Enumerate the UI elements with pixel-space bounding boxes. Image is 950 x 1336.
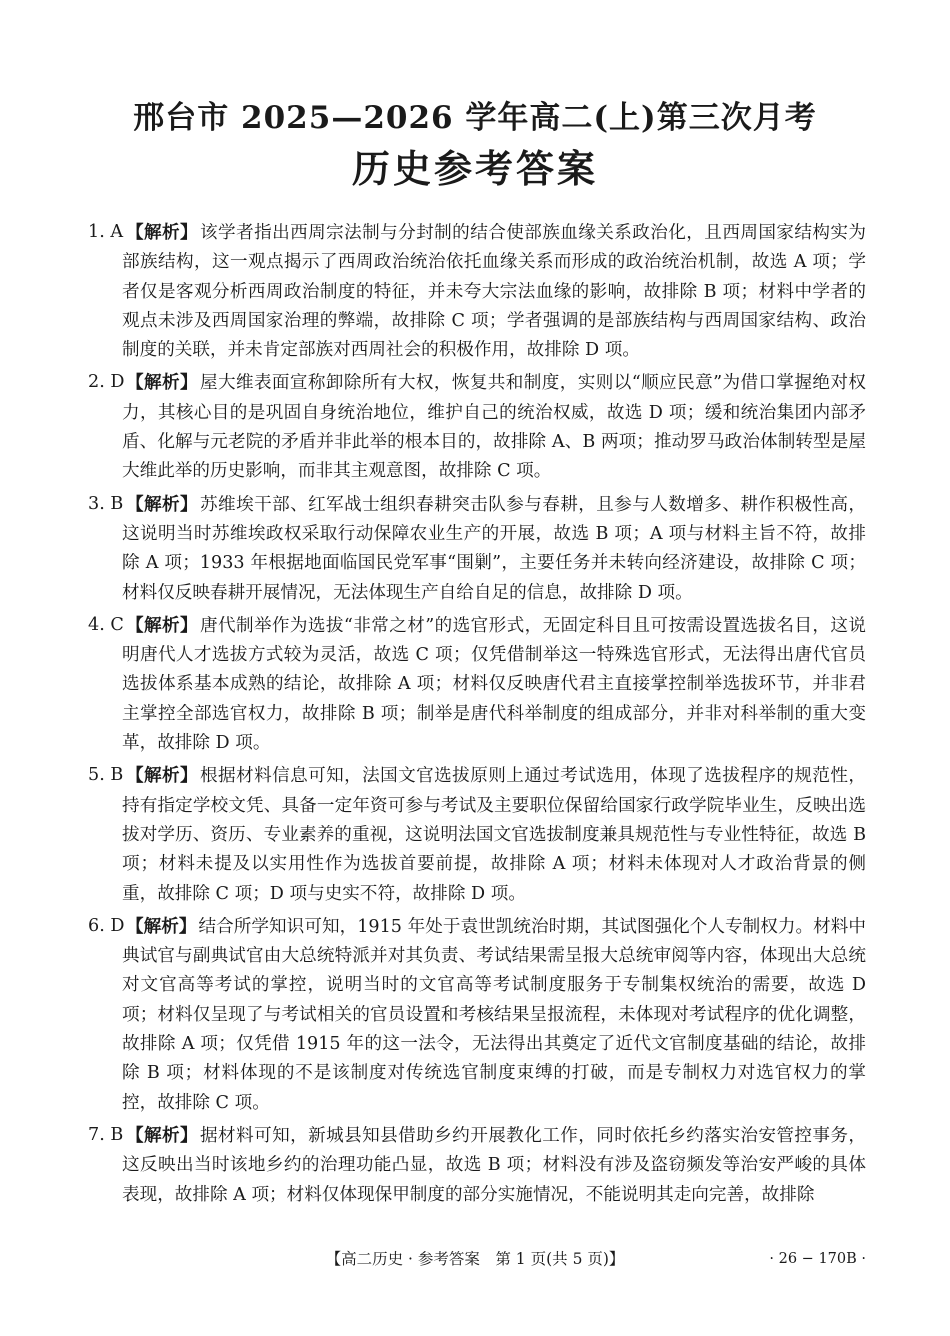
answer-item [88, 912, 866, 1118]
page-footer-info: 【高二历史 · 参考答案 第 1 页(共 5 页)】 [325, 1250, 625, 1268]
answer-item [88, 218, 866, 365]
answer-item [88, 1121, 866, 1210]
answer-number: 3. B [88, 493, 124, 514]
analysis-tag: 【解析】 [126, 1124, 199, 1146]
answer-text: 根据材料信息可知，法国文官选拔原则上通过考试选用，体现了选拔程序的规范性，持有指定学校文凭、具备一定年资可参与考试及主要职位保留给国家行政学院毕业生，反映出选拔对学历、资历、专业素养的重视，这说明法国文官选拔制度兼具规范性与专业性特征，故选 B 项；材料未提及以实用性作为选拔首要前提，故排除 A 项；材料未体现对人才政治背景的侧重，故排除 C 项；D 项与史实不符，故排除 D 项。 [122, 766, 866, 904]
answer-item [88, 611, 866, 758]
analysis-tag: 【解析】 [126, 614, 198, 636]
answer-text: 唐代制举作为选拔“非常之材”的选官形式，无固定科目且可按需设置选拔名目，这说明唐代人才选拔方式较为灵活，故选 C 项；仅凭借制举这一特殊选官形式，无法得出唐代官员选拔体系基本成熟的结论，故排除 A 项；材料仅反映唐代君主直接掌控制举选拔环节，并非君主掌控全部选官权力，故排除 B 项；制举是唐代科举制度的组成部分，并非对科举制的重大变革，故排除 D 项。 [122, 615, 866, 754]
page-title: 邢台市 2025—2026 学年高二(上)第三次月考 [133, 100, 817, 136]
answer-text: 结合所学知识可知，1915 年处于袁世凯统治时期，其试图强化个人专制权力。材料中典试官与副典试官由大总统特派并对其负责、考试结果需呈报大总统审阅等内容，体现出大总统对文官高等考试的掌控，说明当时的文官高等考试制度服务于专制集权统治的需要，故选 D 项；材料仅呈现了与考试相关的官员设置和考核结果呈报流程，未体现对考试程序的优化调整，故排除 A 项；仅凭借 1915 年的这一法令，无法得出其奠定了近代文官制度基础的结论，故排除 B 项；材料体现的不是该制度对传统选官制度束缚的打破，而是专制权力对选官权力的掌控，故排除 C 项。 [122, 916, 866, 1113]
answer-list [88, 218, 866, 1213]
answer-number: 7. B [88, 1124, 124, 1145]
answer-item [88, 368, 866, 486]
answer-number: 4. C [88, 614, 124, 635]
answer-number: 2. D [88, 372, 125, 393]
analysis-tag: 【解析】 [126, 372, 198, 394]
answer-item [88, 761, 866, 908]
answer-number: 6. D [88, 915, 125, 936]
answer-item [88, 490, 866, 608]
analysis-tag: 【解析】 [126, 915, 197, 937]
answer-text: 该学者指出西周宗法制与分封制的结合使部族血缘关系政治化，且西周国家结构实为部族结构，这一观点揭示了西周政治统治依托血缘关系而形成的政治统治机制，故选 A 项；学者仅是客观分析西周政治制度的特征，并未夸大宗法血缘的影响，故排除 B 项；材料中学者的观点未涉及西周国家治理的弊端，故排除 C 项；学者强调的是部族结构与西周国家结构、政治制度的关联，并未肯定部族对西周社会的积极作用，故排除 D 项。 [122, 223, 866, 361]
analysis-tag: 【解析】 [126, 493, 199, 515]
page-subtitle: 历史参考答案 [351, 146, 598, 191]
answer-text: 屋大维表面宣称卸除所有大权，恢复共和制度，实则以“顺应民意”为借口掌握绝对权力，其核心目的是巩固自身统治地位，维护自己的统治权威，故选 D 项；缓和统治集团内部矛盾、化解与元老院的矛盾并非此举的根本目的，故排除 A、B 两项；推动罗马政治体制转型是屋大维此举的历史影响，而非其主观意图，故排除 C 项。 [122, 373, 866, 482]
answer-text: 据材料可知，新城县知县借助乡约开展教化工作，同时依托乡约落实治安管控事务，这反映出当时该地乡约的治理功能凸显，故选 B 项；材料没有涉及盗窃频发等治安严峻的具体表现，故排除 A 项；材料仅体现保甲制度的部分实施情况，不能说明其走向完善，故排除 [122, 1125, 866, 1205]
page-footer-code: · 26 − 170B · [769, 1251, 866, 1267]
analysis-tag: 【解析】 [126, 765, 199, 787]
answer-number: 5. B [88, 765, 124, 786]
answer-text: 苏维埃干部、红军战士组织春耕突击队参与春耕，且参与人数增多、耕作积极性高，这说明当时苏维埃政权采取行动保障农业生产的开展，故选 B 项；A 项与材料主旨不符，故排除 A 项；1933 年根据地面临国民党军事“围剿”，主要任务并未转向经济建设，故排除 C 项；材料仅反映春耕开展情况，无法体现生产自给自足的信息，故排除 D 项。 [122, 494, 866, 603]
answer-number: 1. A [88, 222, 124, 242]
analysis-tag: 【解析】 [126, 222, 199, 243]
